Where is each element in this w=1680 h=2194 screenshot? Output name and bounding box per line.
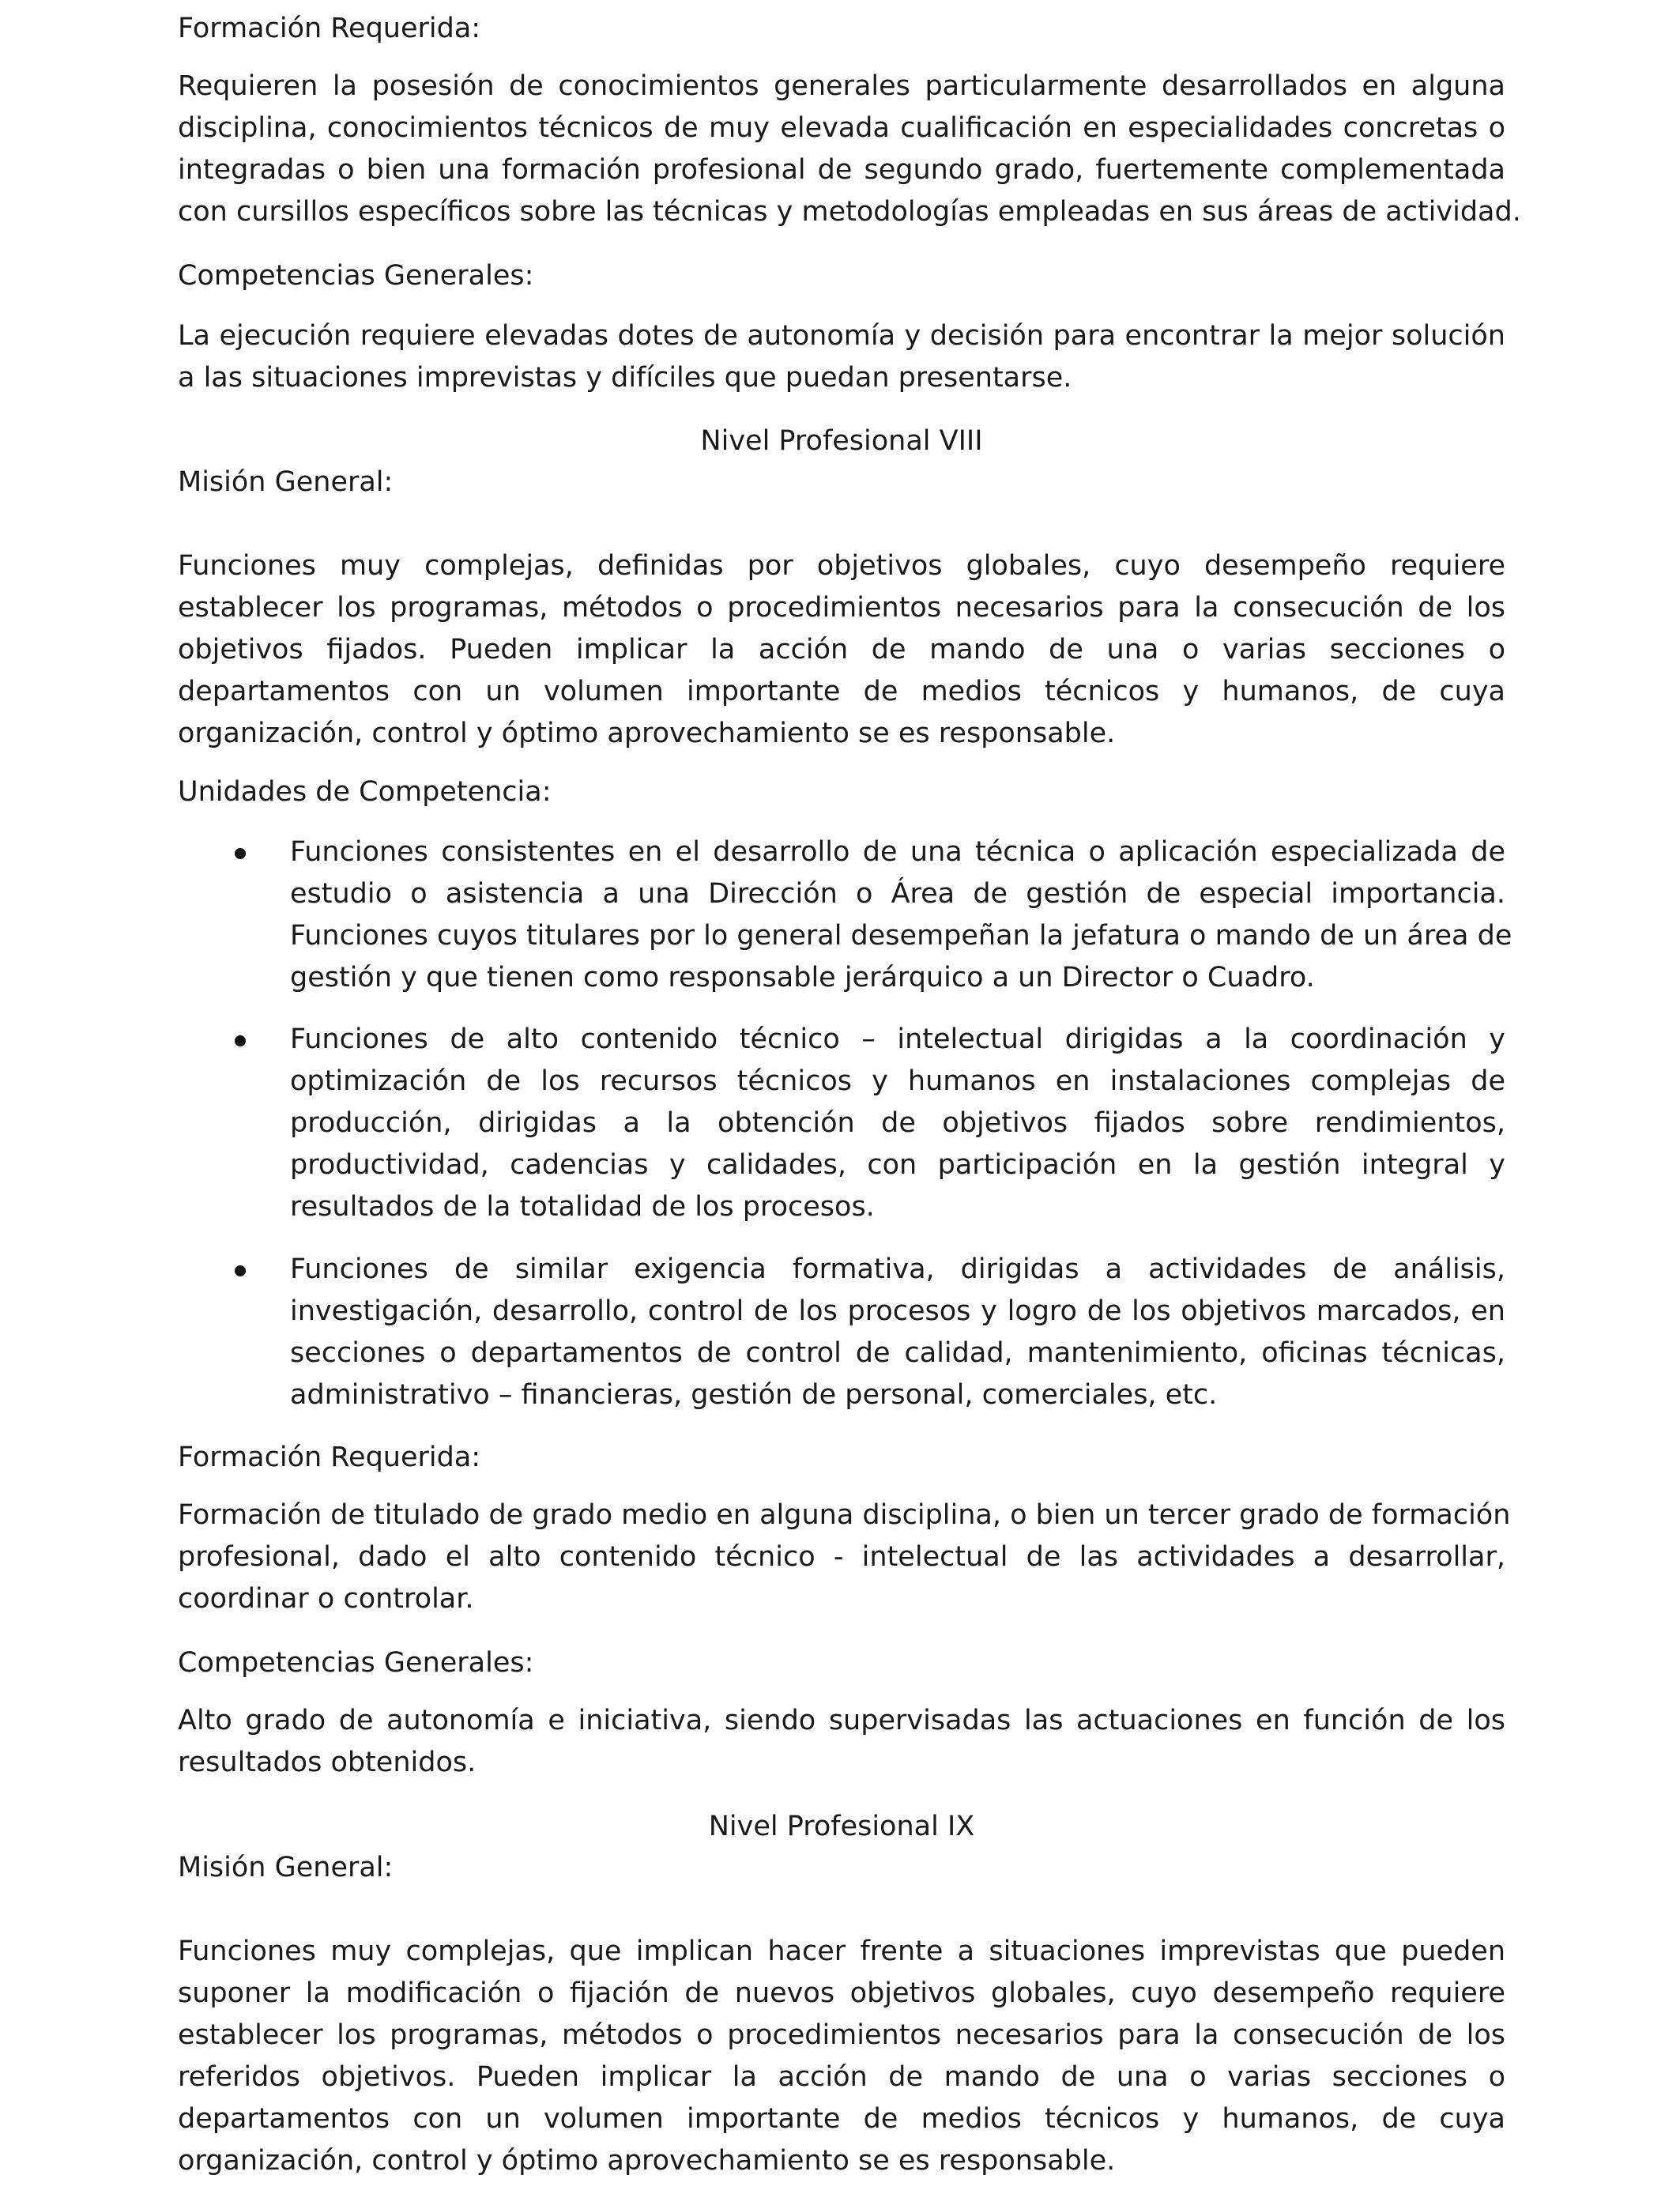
text-line: estudio o asistencia a una Dirección o Área de gestión de especial importancia. bbox=[290, 878, 1505, 910]
text-line: investigación, desarrollo, control de los procesos y logro de los objetivos marcados, en bbox=[290, 1295, 1505, 1327]
text-line: Funciones muy complejas, que implican hacer frente a situaciones imprevistas que pueden bbox=[178, 1936, 1505, 1967]
section-label: Formación Requerida: bbox=[178, 13, 481, 44]
text-line: a las situaciones imprevistas y difíciles que puedan presentarse. bbox=[178, 362, 1072, 394]
section-label: Misión General: bbox=[178, 1852, 394, 1883]
section-title: Nivel Profesional IX bbox=[708, 1811, 975, 1842]
text-line: administrativo – financieras, gestión de personal, comerciales, etc. bbox=[290, 1379, 1218, 1411]
text-line: productividad, cadencias y calidades, con participación en la gestión integral y bbox=[290, 1149, 1505, 1181]
text-line: gestión y que tienen como responsable jerárquico a un Director o Cuadro. bbox=[290, 962, 1315, 993]
text-line: disciplina, conocimientos técnicos de muy elevada cualificación en especialidades concretas o bbox=[178, 112, 1505, 144]
text-line: departamentos con un volumen importante de medios técnicos y humanos, de cuya bbox=[178, 2103, 1505, 2135]
text-line: resultados de la totalidad de los procesos. bbox=[290, 1191, 875, 1223]
text-line: departamentos con un volumen importante de medios técnicos y humanos, de cuya bbox=[178, 676, 1505, 707]
text-line: profesional, dado el alto contenido técnico - intelectual de las actividades a desarrollar, bbox=[178, 1541, 1505, 1573]
section-label: Competencias Generales: bbox=[178, 260, 534, 292]
text-line: Funciones muy complejas, definidas por objetivos globales, cuyo desempeño requiere bbox=[178, 550, 1505, 582]
text-line: Formación de titulado de grado medio en alguna disciplina, o bien un tercer grado de formación bbox=[178, 1499, 1511, 1531]
text-line: referidos objetivos. Pueden implicar la acción de mando de una o varias secciones o bbox=[178, 2061, 1505, 2093]
text-line: coordinar o controlar. bbox=[178, 1583, 474, 1615]
bullet-icon bbox=[235, 1035, 246, 1046]
text-line: Alto grado de autonomía e iniciativa, siendo supervisadas las actuaciones en función de los bbox=[178, 1705, 1505, 1736]
text-line: suponer la modificación o fijación de nuevos objetivos globales, cuyo desempeño requiere bbox=[178, 1977, 1505, 2009]
text-line: resultados obtenidos. bbox=[178, 1747, 477, 1778]
section-label: Unidades de Competencia: bbox=[178, 776, 552, 808]
text-line: secciones o departamentos de control de calidad, mantenimiento, oficinas técnicas, bbox=[290, 1337, 1505, 1369]
bullet-icon bbox=[235, 1265, 246, 1276]
text-line: La ejecución requiere elevadas dotes de autonomía y decisión para encontrar la mejor solución bbox=[178, 320, 1505, 352]
section-label: Misión General: bbox=[178, 466, 394, 498]
section-title: Nivel Profesional VIII bbox=[700, 425, 983, 457]
text-line: objetivos fijados. Pueden implicar la acción de mando de una o varias secciones o bbox=[178, 634, 1505, 665]
bullet-icon bbox=[235, 848, 246, 859]
text-line: Requieren la posesión de conocimientos generales particularmente desarrollados en alguna bbox=[178, 70, 1505, 102]
text-line: organización, control y óptimo aprovechamiento se es responsable. bbox=[178, 718, 1116, 749]
text-line: integradas o bien una formación profesional de segundo grado, fuertemente complementada bbox=[178, 154, 1505, 186]
section-label: Competencias Generales: bbox=[178, 1647, 534, 1679]
text-line: optimización de los recursos técnicos y humanos en instalaciones complejas de bbox=[290, 1065, 1505, 1097]
text-line: Funciones de alto contenido técnico – intelectual dirigidas a la coordinación y bbox=[290, 1023, 1505, 1055]
text-line: con cursillos específicos sobre las técnicas y metodologías empleadas en sus áreas de actividad. bbox=[178, 196, 1521, 228]
text-line: Funciones cuyos titulares por lo general desempeñan la jefatura o mando de un área de bbox=[290, 920, 1512, 952]
text-line: Funciones de similar exigencia formativa, dirigidas a actividades de análisis, bbox=[290, 1253, 1505, 1285]
text-line: organización, control y óptimo aprovechamiento se es responsable. bbox=[178, 2145, 1116, 2177]
text-line: Funciones consistentes en el desarrollo de una técnica o aplicación especializada de bbox=[290, 836, 1505, 868]
text-line: producción, dirigidas a la obtención de objetivos fijados sobre rendimientos, bbox=[290, 1107, 1505, 1139]
section-label: Formación Requerida: bbox=[178, 1442, 481, 1473]
text-line: establecer los programas, métodos o procedimientos necesarios para la consecución de los bbox=[178, 592, 1505, 624]
text-line: establecer los programas, métodos o procedimientos necesarios para la consecución de los bbox=[178, 2019, 1505, 2051]
